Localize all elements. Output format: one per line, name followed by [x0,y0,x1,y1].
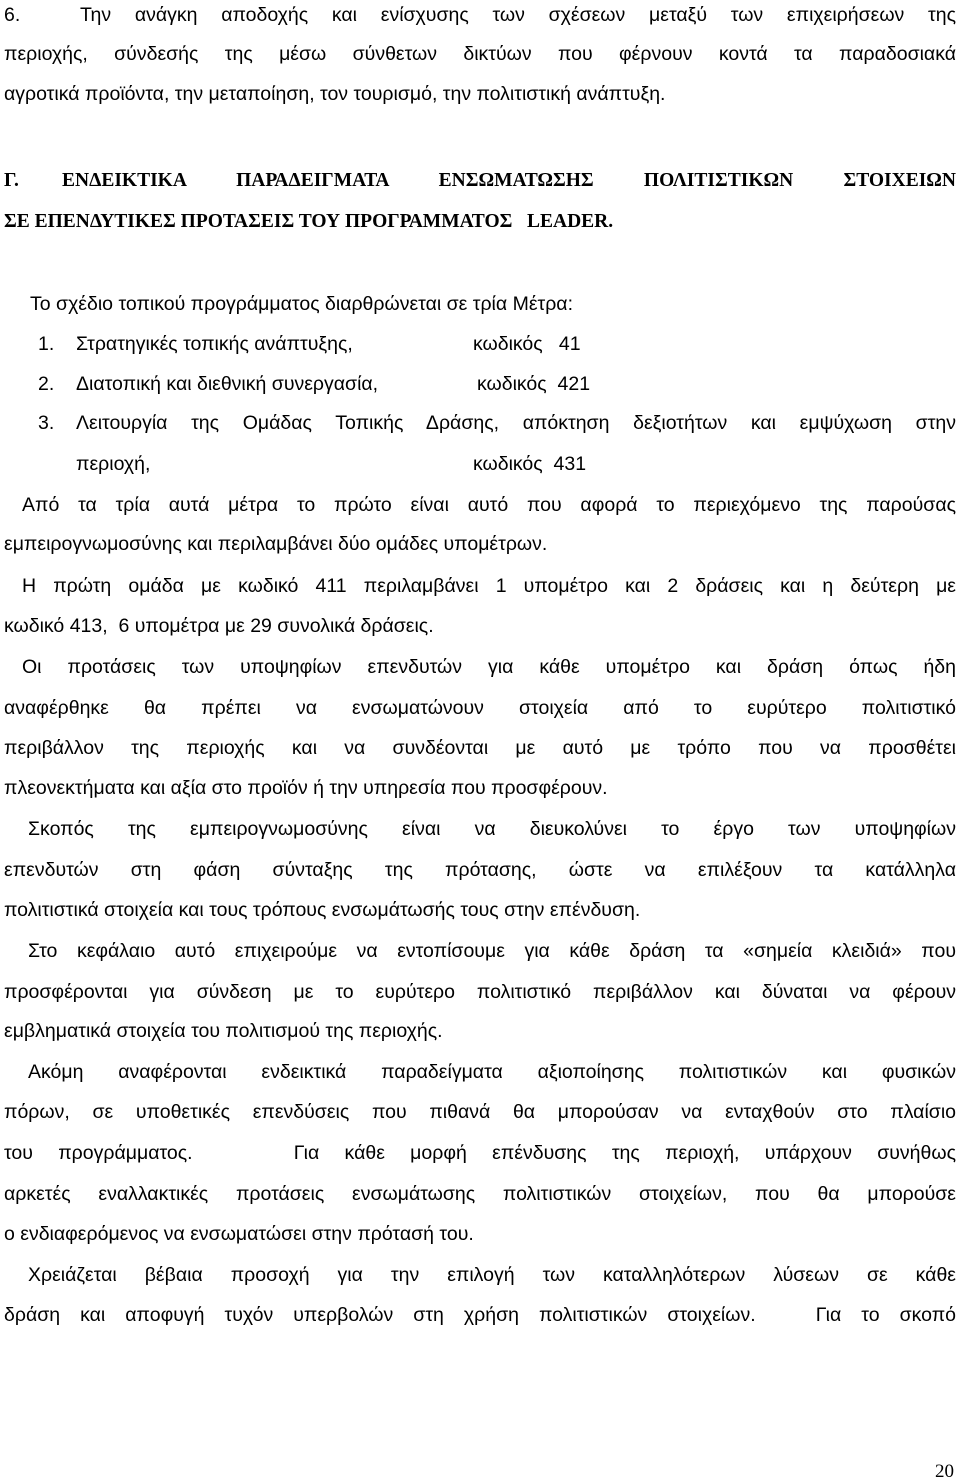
paragraph-4-line-2: επενδυτών στη φάση σύνταξης της πρότασης, ώστε να επιλέξουν τα κατάλληλα [4,859,956,881]
measure-2-text: Διατοπική και διεθνική συνεργασία, [76,373,379,395]
paragraph-6-line-3: του προγράμματος. Για κάθε μορφή επένδυσης της περιοχή, υπάρχουν συνήθως [4,1142,956,1164]
measure-3-number: 3. [38,412,55,434]
paragraph-2-line-1: Η πρώτη ομάδα με κωδικό 411 περιλαμβάνει 1 υπομέτρο και 2 δράσεις και η δεύτερη με [22,575,956,597]
paragraph-3-line-4: πλεονεκτήματα και αξία στο προϊόν ή την υπηρεσία που προσφέρουν. [4,777,608,799]
section-label: Γ. [4,170,19,191]
measure-1-text: Στρατηγικές τοπικής ανάπτυξης, [76,333,353,355]
paragraph-6-line-2: πόρων, σε υποθετικές επενδύσεις που πιθανά θα μπορούσαν να ενταχθούν στο πλαίσιο [4,1101,956,1123]
intro-line-3: αγροτικά προϊόντα, την μεταποίηση, τον τουρισμό, την πολιτιστική ανάπτυξη. [4,83,666,105]
paragraph-1-line-2: εμπειρογνωμοσύνης και περιλαμβάνει δύο ομάδες υπομέτρων. [4,533,548,555]
intro-number: 6. [4,4,21,26]
paragraph-6-line-1: Ακόμη αναφέρονται ενδεικτικά παραδείγματα αξιοποίησης πολιτιστικών και φυσικών [28,1061,956,1083]
paragraph-5-line-2: προσφέρονται για σύνδεση με το ευρύτερο πολιτιστικό περιβάλλον και δύναται να φέρουν [4,981,956,1003]
intro-line-2: περιοχής, σύνδεσής της μέσω σύνθετων δικτύων που φέρνουν κοντά τα παραδοσιακά [4,43,956,65]
paragraph-1-line-1: Από τα τρία αυτά μέτρα το πρώτο είναι αυτό που αφορά το περιεχόμενο της παρούσας [22,494,956,516]
measure-1-number: 1. [38,333,55,355]
intro-line-1: Την ανάγκη αποδοχής και ενίσχυσης των σχέσεων μεταξύ των επιχειρήσεων της [80,4,956,26]
paragraph-5-line-3: εμβληματικά στοιχεία του πολιτισμού της περιοχής. [4,1020,443,1042]
paragraph-4-line-3: πολιτιστικά στοιχεία και τους τρόπους ενσωμάτωσής τους στην επένδυση. [4,899,641,921]
section-heading-line-2: ΣΕ ΕΠΕΝΔΥΤΙΚΕΣ ΠΡΟΤΑΣΕΙΣ ΤΟΥ ΠΡΟΓΡΑΜΜΑΤΟΣ LEADER. [4,211,614,232]
paragraph-4-line-1: Σκοπός της εμπειρογνωμοσύνης είναι να διευκολύνει το έργο των υποψηφίων [28,818,956,840]
paragraph-7-line-2: δράση και αποφυγή τυχόν υπερβολών στη χρήση πολιτιστικών στοιχείων. Για το σκοπό [4,1304,956,1326]
page-number: 20 [935,1461,954,1482]
measure-2-number: 2. [38,373,55,395]
measure-2-code: κωδικός 421 [477,373,591,395]
paragraph-5-line-1: Στο κεφάλαιο αυτό επιχειρούμε να εντοπίσουμε για κάθε δράση τα «σημεία κλειδιά» που [28,940,956,962]
measures-intro: Το σχέδιο τοπικού προγράμματος διαρθρώνεται σε τρία Μέτρα: [30,293,574,315]
measure-3-text: Λειτουργία της Ομάδας Τοπικής Δράσης, απόκτηση δεξιοτήτων και εμψύχωση στην [76,412,956,434]
paragraph-2-line-2: κωδικό 413, 6 υπομέτρα με 29 συνολικά δράσεις. [4,615,434,637]
paragraph-6-line-4: αρκετές εναλλακτικές προτάσεις ενσωμάτωσης πολιτιστικών στοιχείων, που θα μπορούσε [4,1183,956,1205]
measure-1-code: κωδικός 41 [473,333,581,355]
paragraph-3-line-3: περιβάλλον της περιοχής και να συνδέονται με αυτό με τρόπο που να προσθέτει [4,737,956,759]
paragraph-3-line-1: Οι προτάσεις των υποψηφίων επενδυτών για κάθε υπομέτρο και δράση όπως ήδη [22,656,956,678]
measure-3-code: κωδικός 431 [473,453,587,475]
measure-3-continuation: περιοχή, [76,453,151,475]
paragraph-7-line-1: Χρειάζεται βέβαια προσοχή για την επιλογή των καταλληλότερων λύσεων σε κάθε [28,1264,956,1286]
paragraph-6-line-5: ο ενδιαφερόμενος να ενσωματώσει στην πρότασή του. [4,1223,474,1245]
section-heading-line-1: ΕΝΔΕΙΚΤΙΚΑ ΠΑΡΑΔΕΙΓΜΑΤΑ ΕΝΣΩΜΑΤΩΣΗΣ ΠΟΛΙΤΙΣΤΙΚΩΝ ΣΤΟΙΧΕΙΩΝ [62,170,956,191]
paragraph-3-line-2: αναφέρθηκε θα πρέπει να ενσωματώνουν στοιχεία από το ευρύτερο πολιτιστικό [4,697,956,719]
